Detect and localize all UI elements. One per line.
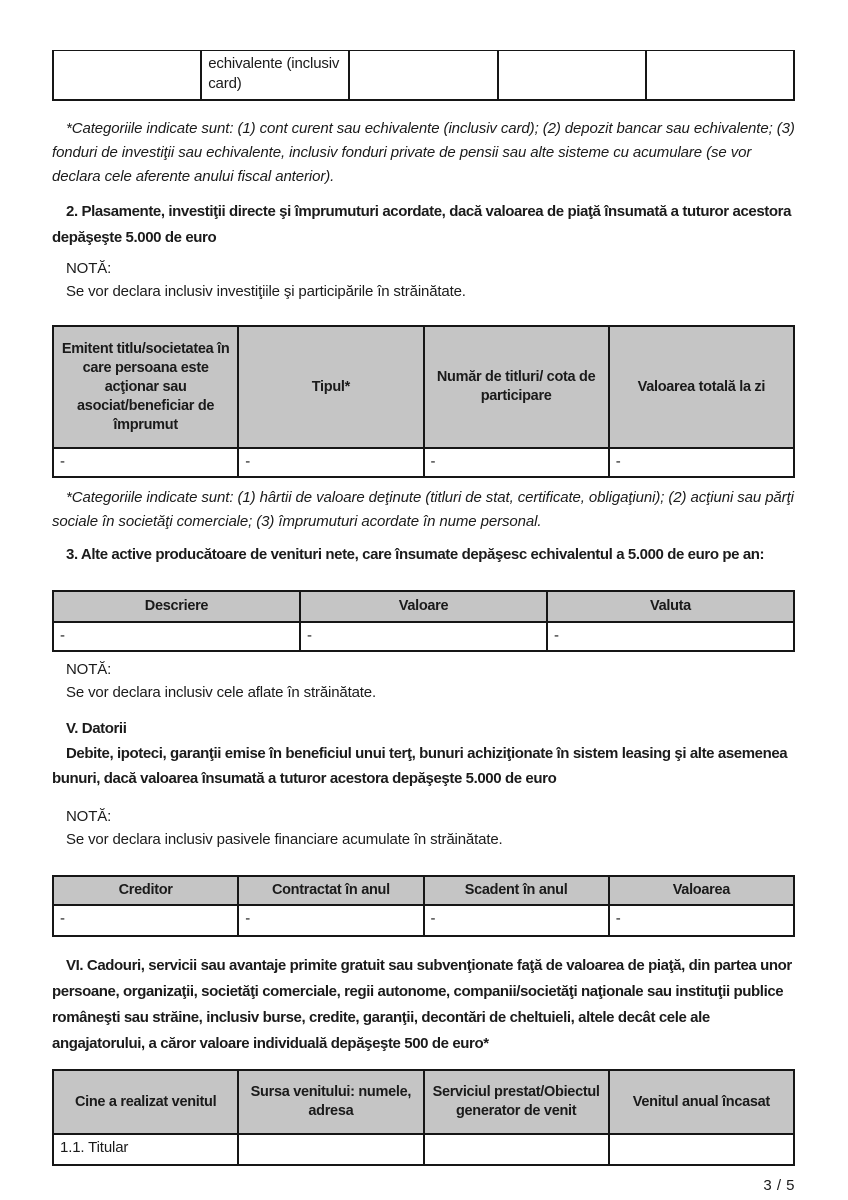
table-cell <box>53 51 201 101</box>
column-header: Contractat în anul <box>238 876 423 905</box>
other-assets-table <box>52 590 795 652</box>
table-cell <box>498 51 646 101</box>
note-text: Se vor declara inclusiv cele aflate în străinătate. <box>66 684 377 701</box>
column-header: Descriere <box>53 591 300 622</box>
note-label: NOTĂ: <box>66 260 112 277</box>
table-cell <box>349 51 497 101</box>
section-5-title: V. Datorii <box>66 720 127 737</box>
bank-accounts-table-continuation <box>52 50 795 101</box>
accounts-categories-note: *Categoriile indicate sunt: (1) cont curent sau echivalente (inclusiv card); (2) depozit bancar sau echivalente; (3) fonduri de investiţii sau echivalente, inclusiv fonduri private de pensii sau alte sisteme cu acumulare (se vor declara cele aferente anului fiscal anterior). <box>52 120 795 185</box>
table-header-row <box>53 591 794 622</box>
page-indicator: 3 / 5 <box>763 1177 795 1194</box>
column-header: Creditor <box>53 876 238 905</box>
debts-table <box>52 875 795 937</box>
table-cell: - <box>547 622 794 651</box>
table-cell: - <box>424 448 609 477</box>
table-cell: - <box>53 448 238 477</box>
table-row <box>53 622 794 651</box>
column-header: Emitent titlu/societatea în care persoana este acţionar sau asociat/beneficiar de împrumut <box>53 326 238 448</box>
column-header: Valoarea <box>609 876 794 905</box>
section-6-heading: VI. Cadouri, servicii sau avantaje primite gratuit sau subvenţionate faţă de valoarea de piaţă, din partea unor persoane, organizaţii, societăţi comerciale, regii autonome, companii/societăţi naţionale sau instituţii publice româneşti sau străine, inclusiv burse, credite, garanţii, decontări de cheltuieli, altele decât cele ale angajatorului, a căror valoare individuală depăşeşte 500 de euro* <box>52 957 792 1052</box>
section-5-heading: Debite, ipoteci, garanţii emise în beneficiul unui terţ, bunuri achiziţionate în sistem leasing şi alte asemenea bunuri, dacă valoarea însumată a tuturor acestora depăşeşte 5.000 de euro <box>52 745 788 787</box>
table-row <box>53 51 794 101</box>
column-header: Serviciul prestat/Obiectul generator de venit <box>424 1070 609 1134</box>
table-cell: - <box>609 448 794 477</box>
table-cell: - <box>238 448 423 477</box>
column-header: Valoarea totală la zi <box>609 326 794 448</box>
note-label: NOTĂ: <box>66 661 112 678</box>
table-header-row <box>53 1070 794 1134</box>
table-header-row <box>53 326 794 448</box>
column-header: Număr de titluri/ cota de participare <box>424 326 609 448</box>
table-cell: - <box>424 905 609 936</box>
section-3-heading: 3. Alte active producătoare de venituri nete, care însumate depăşesc echivalentul a 5.000 de euro pe an: <box>66 546 765 563</box>
table-cell: 1.1. Titular <box>53 1134 238 1165</box>
table-cell <box>424 1134 609 1165</box>
section-2-heading: 2. Plasamente, investiţii directe şi împrumuturi acordate, dacă valoarea de piaţă însumată a tuturor acestora depăşeşte 5.000 de euro <box>52 203 792 246</box>
table-cell <box>609 1134 794 1165</box>
table-row <box>53 1134 794 1165</box>
table-header-row <box>53 876 794 905</box>
column-header: Scadent în anul <box>424 876 609 905</box>
table-cell <box>646 51 794 101</box>
column-header: Cine a realizat venitul <box>53 1070 238 1134</box>
note-label: NOTĂ: <box>66 808 112 825</box>
table-row <box>53 905 794 936</box>
gifts-table <box>52 1069 795 1166</box>
column-header: Valuta <box>547 591 794 622</box>
table-cell: - <box>53 905 238 936</box>
column-header: Venitul anual încasat <box>609 1070 794 1134</box>
note-text: Se vor declara inclusiv pasivele financiare acumulate în străinătate. <box>66 831 503 848</box>
column-header: Tipul* <box>238 326 423 448</box>
column-header: Sursa venitului: numele, adresa <box>238 1070 423 1134</box>
investments-table <box>52 325 795 478</box>
table-cell: - <box>53 622 300 651</box>
table-row <box>53 448 794 477</box>
table-cell: - <box>300 622 547 651</box>
table-cell: - <box>238 905 423 936</box>
column-header: Valoare <box>300 591 547 622</box>
table-cell: - <box>609 905 794 936</box>
section-3-note <box>52 658 795 704</box>
section-2-note <box>52 257 795 303</box>
securities-categories-note: *Categoriile indicate sunt: (1) hârtii de valoare deţinute (titluri de stat, certificate, obligaţiuni); (2) acţiuni sau părţi sociale în societăţi comerciale; (3) împrumuturi acordate în nume personal. <box>52 489 794 530</box>
table-cell: echivalente (inclusiv card) <box>201 51 349 101</box>
section-5-note <box>52 805 795 851</box>
table-cell <box>238 1134 423 1165</box>
note-text: Se vor declara inclusiv investiţiile şi participările în străinătate. <box>66 283 466 300</box>
